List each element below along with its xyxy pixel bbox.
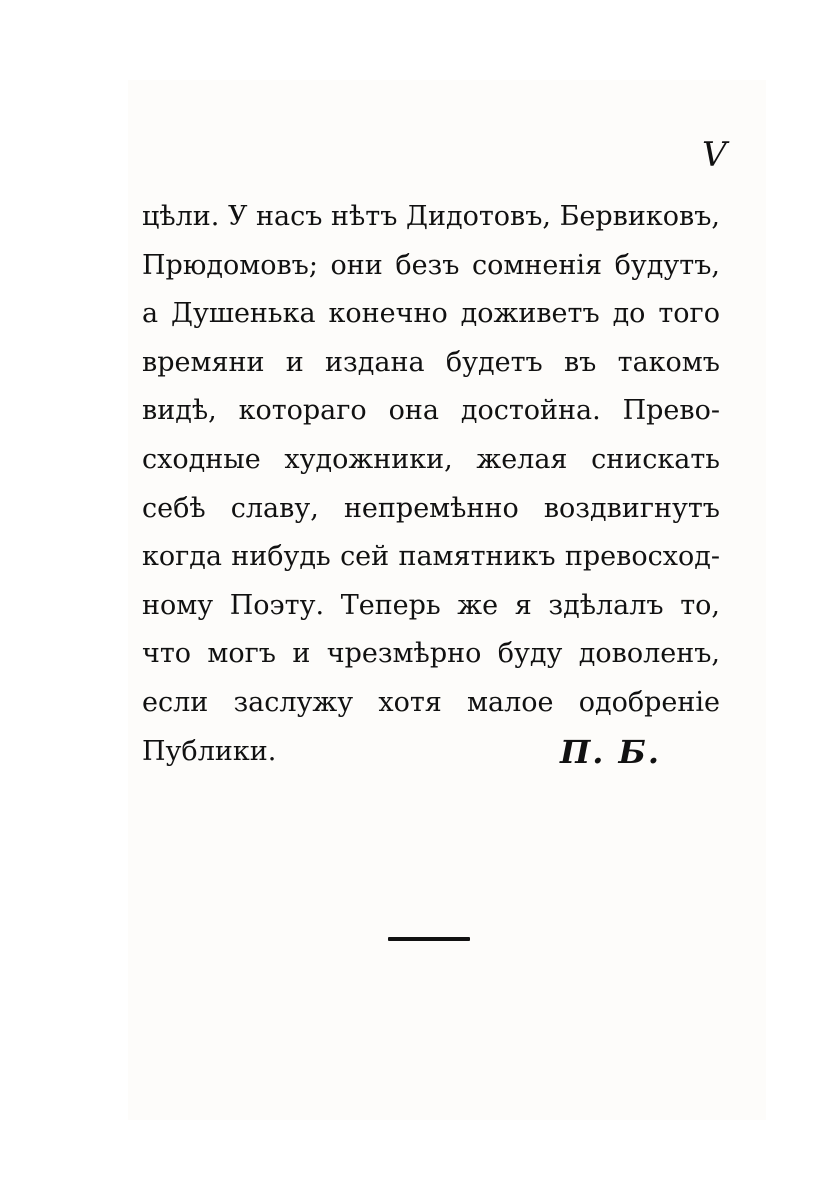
text-line bbox=[142, 679, 720, 728]
word: когда bbox=[142, 541, 222, 573]
word: У bbox=[227, 201, 248, 232]
text-line bbox=[142, 290, 720, 339]
word: они bbox=[330, 249, 383, 281]
word: сходные bbox=[142, 443, 261, 475]
word: сомненія bbox=[472, 249, 603, 281]
word: ному bbox=[142, 589, 214, 621]
text-line bbox=[142, 193, 720, 242]
word: то, bbox=[680, 589, 720, 621]
word: а bbox=[142, 298, 159, 330]
word: будутъ, bbox=[614, 249, 720, 281]
word: она bbox=[388, 395, 439, 427]
word: и bbox=[285, 346, 304, 378]
word: безъ bbox=[395, 249, 460, 281]
word: малое bbox=[467, 686, 554, 718]
word: Душенька bbox=[171, 298, 316, 330]
word: заслужу bbox=[233, 686, 354, 718]
word: такомъ bbox=[617, 346, 720, 378]
word: художники, bbox=[284, 443, 453, 475]
word: если bbox=[142, 686, 209, 718]
word: Прюдомовъ; bbox=[142, 249, 318, 281]
word: желая bbox=[476, 443, 568, 475]
word: издана bbox=[325, 346, 425, 378]
text-line bbox=[142, 436, 720, 485]
page-number: V bbox=[702, 135, 727, 175]
text-line bbox=[142, 242, 720, 291]
word: и bbox=[292, 638, 311, 670]
word: хотя bbox=[378, 686, 442, 718]
word: что bbox=[142, 638, 192, 670]
text-line: Публики. bbox=[142, 735, 277, 767]
word: одобреніе bbox=[578, 686, 720, 718]
word: Поэту. bbox=[229, 589, 325, 621]
word: снискать bbox=[591, 443, 720, 475]
text-line bbox=[142, 533, 720, 582]
word: сей bbox=[340, 541, 390, 573]
word: могъ bbox=[207, 638, 276, 670]
word: нибудь bbox=[231, 541, 331, 573]
word: Дидотовъ, bbox=[406, 201, 551, 232]
body-text bbox=[142, 193, 720, 776]
word: памятникъ bbox=[398, 541, 556, 573]
text-line bbox=[142, 387, 720, 436]
word: достойна. bbox=[460, 395, 601, 427]
word: же bbox=[457, 589, 499, 621]
word: въ bbox=[563, 346, 597, 378]
word: того bbox=[658, 298, 720, 330]
word: себѣ bbox=[142, 492, 206, 524]
word: доволенъ, bbox=[578, 638, 720, 670]
word: цѣли. bbox=[142, 201, 220, 232]
text-line bbox=[142, 339, 720, 388]
word: превосход- bbox=[564, 541, 720, 573]
word: будетъ bbox=[445, 346, 543, 378]
word: здѣлалъ bbox=[548, 589, 664, 621]
word: Бервиковъ, bbox=[559, 201, 720, 232]
word: насъ bbox=[256, 201, 323, 232]
word: славу, bbox=[230, 492, 319, 524]
word: нѣтъ bbox=[331, 201, 398, 232]
author-initials: П. Б. bbox=[560, 733, 661, 771]
word: котораго bbox=[238, 395, 367, 427]
word: я bbox=[514, 589, 532, 621]
word: Теперь bbox=[340, 589, 441, 621]
word: буду bbox=[497, 638, 563, 670]
word: конечно bbox=[328, 298, 448, 330]
text-line bbox=[142, 582, 720, 631]
word: до bbox=[612, 298, 646, 330]
word: чрезмѣрно bbox=[326, 638, 482, 670]
word: доживетъ bbox=[460, 298, 600, 330]
end-rule bbox=[388, 937, 470, 941]
word: времяни bbox=[142, 346, 265, 378]
word: воздвигнутъ bbox=[543, 492, 720, 524]
text-line bbox=[142, 630, 720, 679]
word: Прево- bbox=[622, 395, 720, 427]
text-line bbox=[142, 485, 720, 534]
word: видѣ, bbox=[142, 395, 217, 427]
word: непремѣнно bbox=[343, 492, 519, 524]
